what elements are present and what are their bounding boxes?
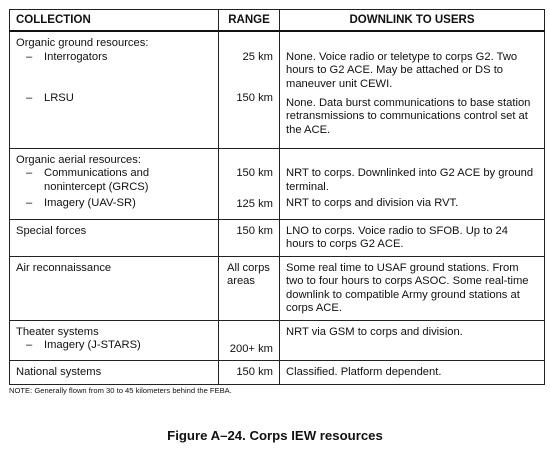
- dash-marker: –: [26, 92, 33, 105]
- range-cell: [219, 148, 280, 219]
- table-row: [10, 31, 545, 148]
- collection-cell: [10, 361, 219, 384]
- collection-item-label: Communications and nonintercept (GRCS): [44, 167, 150, 193]
- table-row: [10, 148, 545, 219]
- downlink-cell: [280, 361, 545, 384]
- header-downlink: DOWNLINK TO USERS: [280, 10, 545, 32]
- downlink-cell: [280, 219, 545, 256]
- range-value: 150 km: [236, 92, 273, 105]
- range-value: 125 km: [236, 197, 273, 210]
- collection-heading: National systems: [16, 366, 102, 379]
- collection-cell: [10, 148, 219, 219]
- dash-marker: –: [26, 339, 33, 352]
- range-value: 150 km: [236, 167, 273, 180]
- corps-iew-resources-table: [9, 9, 545, 385]
- downlink-cell: [280, 256, 545, 320]
- collection-heading: Organic ground resources:: [16, 37, 149, 50]
- downlink-text: None. Voice radio or teletype to corps G2. Two hours to G2 ACE. May be attached or DS to maneuver unit CEWI.: [286, 50, 518, 90]
- downlink-cell: [280, 148, 545, 219]
- collection-cell: [10, 31, 219, 148]
- collection-item: [16, 339, 213, 352]
- range-cell: [219, 31, 280, 148]
- collection-item: [16, 167, 213, 194]
- range-cell: [219, 256, 280, 320]
- collection-heading: Theater systems: [16, 325, 99, 338]
- downlink-text: LNO to corps. Voice radio to SFOB. Up to 24 hours to corps G2 ACE.: [286, 224, 508, 251]
- downlink-cell: [280, 31, 545, 148]
- collection-heading: Air reconnaissance: [16, 261, 112, 274]
- header-range: RANGE: [219, 10, 280, 32]
- range-value: All corps areas: [227, 261, 270, 288]
- downlink-text: NRT to corps. Downlinked into G2 ACE by ground terminal.: [286, 167, 534, 193]
- collection-cell: [10, 219, 219, 256]
- table-row: [10, 361, 545, 384]
- table-footnote: NOTE: Generally flown from 30 to 45 kilometers behind the FEBA.: [9, 386, 232, 395]
- table-row: [10, 256, 545, 320]
- figure-caption: Figure A–24. Corps IEW resources: [167, 428, 383, 443]
- dash-marker: –: [26, 50, 33, 63]
- range-value: 150 km: [236, 366, 273, 379]
- dash-marker: –: [26, 197, 33, 210]
- range-value: 200+ km: [229, 342, 273, 355]
- downlink-cell: [280, 320, 545, 360]
- collection-heading: Organic aerial resources:: [16, 153, 141, 166]
- collection-item-label: LRSU: [44, 92, 74, 105]
- range-cell: [219, 361, 280, 384]
- downlink-text: NRT to corps and division via RVT.: [286, 197, 459, 210]
- table-row: [10, 320, 545, 360]
- collection-item-label: Interrogators: [44, 50, 108, 63]
- collection-item: [16, 92, 213, 105]
- downlink-text: Classified. Platform dependent.: [286, 366, 442, 379]
- collection-heading: Special forces: [16, 224, 87, 237]
- downlink-text: Some real time to USAF ground stations. From two to four hours to corps ASOC. Some real-time downlink to compatible Army ground stations at corps ACE.: [286, 261, 529, 315]
- range-cell: [219, 320, 280, 360]
- collection-item: [16, 51, 213, 64]
- range-cell: [219, 219, 280, 256]
- downlink-text: NRT via GSM to corps and division.: [286, 325, 463, 338]
- collection-item-label: Imagery (J-STARS): [44, 339, 141, 352]
- header-collection: COLLECTION: [10, 10, 219, 32]
- collection-item-label: Imagery (UAV-SR): [44, 197, 136, 210]
- collection-item: [16, 197, 213, 210]
- range-value: 150 km: [236, 224, 273, 237]
- dash-marker: –: [26, 167, 33, 180]
- collection-cell: [10, 320, 219, 360]
- downlink-text: None. Data burst communications to base station retransmissions to communications control set at the ACE.: [286, 97, 531, 136]
- table-row: [10, 219, 545, 256]
- collection-cell: [10, 256, 219, 320]
- range-value: 25 km: [242, 50, 273, 63]
- header-row: [10, 10, 545, 32]
